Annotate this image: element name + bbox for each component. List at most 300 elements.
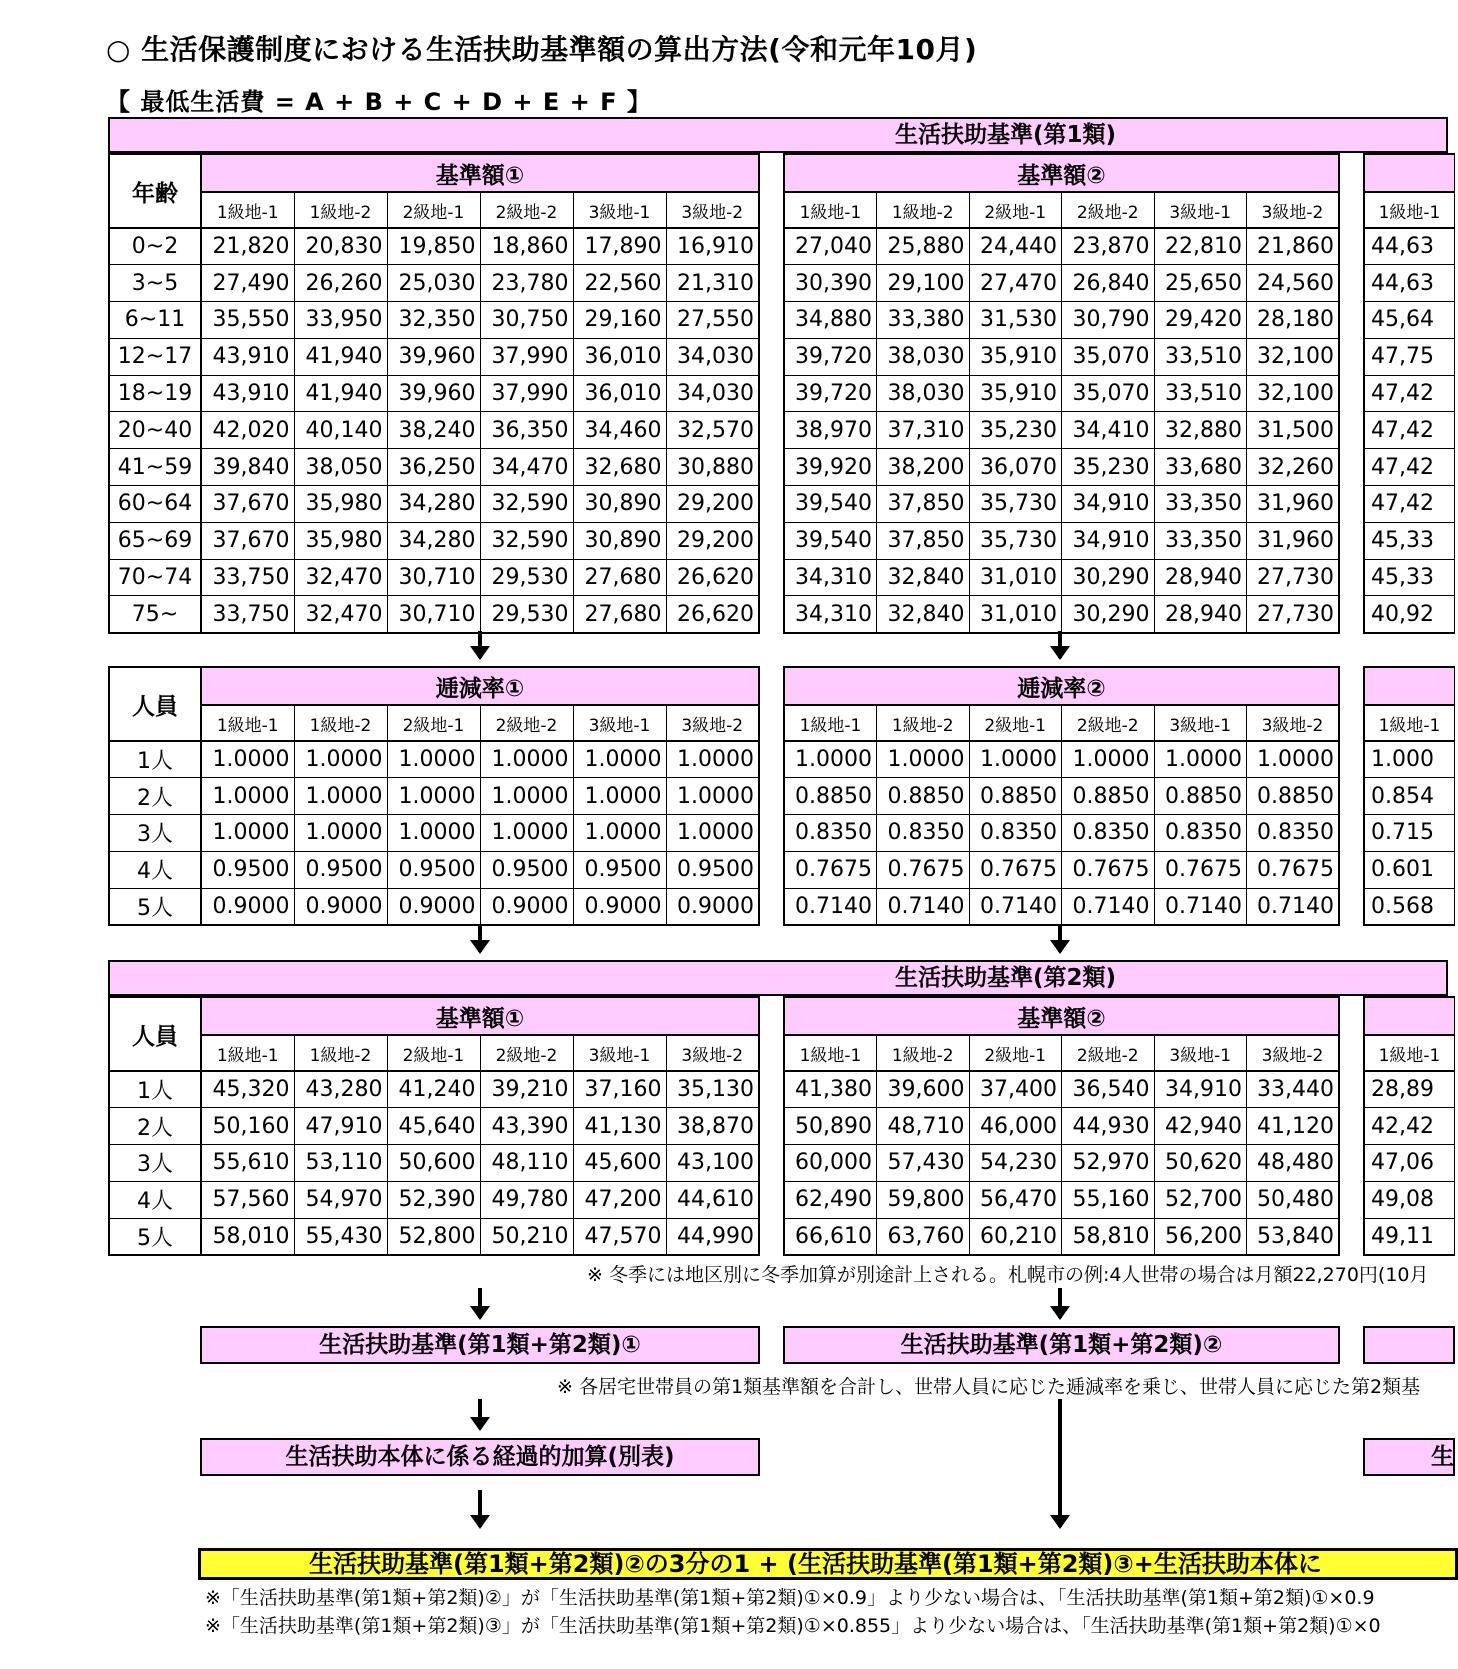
table-cell: 24,440: [969, 228, 1062, 265]
table-cell: 1.0000: [387, 741, 480, 778]
row-label: 5人: [109, 888, 201, 925]
row-label: 20~40: [109, 412, 201, 449]
row-header-label: 年齢: [109, 154, 201, 228]
grade-header: 3級地-2: [666, 1035, 759, 1071]
table-cell: 47,42: [1364, 449, 1455, 486]
summation-note: ※ 各居宅世帯員の第1類基準額を合計し、世帯人員に応じた逓減率を乗じ、世帯人員に応じた第2類基: [557, 1376, 1421, 1398]
table-cell: 41,240: [387, 1071, 480, 1108]
table-cell: 54,970: [294, 1181, 387, 1218]
table-row: [109, 778, 759, 815]
table-cell: 50,890: [784, 1108, 877, 1145]
table-cell: 30,290: [1062, 596, 1155, 633]
row-label: 0~2: [109, 228, 201, 265]
table-cell: 0.715: [1364, 815, 1455, 852]
table-cell: 62,490: [784, 1181, 877, 1218]
footnote-1: ※「生活扶助基準(第1類+第2類)②」が「生活扶助基準(第1類+第2類)①×0.9」より少ない場合は、「生活扶助基準(第1類+第2類)①×0.9: [205, 1587, 1375, 1609]
table-cell: 0.7675: [877, 851, 970, 888]
table-cell: 0.7675: [784, 851, 877, 888]
table-cell: 35,070: [1062, 338, 1155, 375]
grade-header: 1級地-2: [294, 1035, 387, 1071]
table-cell: 38,030: [877, 338, 970, 375]
table-cell: 47,42: [1364, 412, 1455, 449]
base-amount-2-age-table: [783, 153, 1340, 634]
table-cell: 27,680: [573, 559, 666, 596]
table-cell: 41,380: [784, 1071, 877, 1108]
table-row: [109, 375, 759, 412]
grade-header: 2級地-2: [1062, 192, 1155, 228]
table-cell: 0.7140: [1247, 888, 1340, 925]
table-cell: 0.7140: [1062, 888, 1155, 925]
table-cell: 32,100: [1247, 375, 1340, 412]
final-formula-text: 生活扶助基準(第1類+第2類)②の3分の1 + (生活扶助基準(第1類+第2類)③+生活扶助本体に: [309, 1550, 1322, 1578]
grade-header: 1級地-1: [784, 192, 877, 228]
table-cell: 37,990: [480, 338, 573, 375]
table-cell: 24,560: [1247, 265, 1340, 302]
table-cell: 1.0000: [387, 815, 480, 852]
combined-standard-1-box: 生活扶助基準(第1類+第2類)①: [200, 1326, 760, 1364]
table-cell: 30,750: [480, 302, 573, 339]
table-cell: 39,720: [784, 338, 877, 375]
table-cell: 32,470: [294, 596, 387, 633]
table-row: [109, 228, 759, 265]
table-cell: 0.8350: [877, 815, 970, 852]
table-cell: 35,550: [201, 302, 294, 339]
reduction-rate-1-table: [108, 666, 760, 926]
grade-header: 1級地-2: [877, 705, 970, 741]
table-row: [1364, 338, 1455, 375]
table-cell: 1.0000: [201, 815, 294, 852]
table-cell: 26,840: [1062, 265, 1155, 302]
table-cell: 32,590: [480, 522, 573, 559]
table-row: [1364, 1108, 1455, 1145]
table-cell: 33,380: [877, 302, 970, 339]
grade-header: 2級地-2: [1062, 705, 1155, 741]
grade-header: 1級地-1: [1364, 705, 1455, 741]
row-label: 1人: [109, 741, 201, 778]
table-cell: 63,760: [877, 1218, 970, 1255]
table-cell: 50,480: [1247, 1181, 1340, 1218]
table-cell: 41,940: [294, 375, 387, 412]
table-cell: 27,730: [1247, 559, 1340, 596]
table-cell: 29,160: [573, 302, 666, 339]
table-cell: 45,64: [1364, 302, 1455, 339]
table-row: [784, 1181, 1339, 1218]
table-cell: 52,800: [387, 1218, 480, 1255]
reduction-rate-3-table-partial: [1363, 666, 1455, 926]
table-cell: 34,030: [666, 338, 759, 375]
table-title: 基準額②: [784, 154, 1339, 192]
table-cell: 38,030: [877, 375, 970, 412]
table-cell: 55,610: [201, 1145, 294, 1182]
table-cell: 37,990: [480, 375, 573, 412]
grade-header: 1級地-2: [294, 192, 387, 228]
table-cell: 0.8350: [1062, 815, 1155, 852]
grade-header: 1級地-1: [1364, 192, 1455, 228]
table-cell: 55,160: [1062, 1181, 1155, 1218]
table-cell: 28,89: [1364, 1071, 1455, 1108]
table-cell: 27,680: [573, 596, 666, 633]
table-cell: 27,550: [666, 302, 759, 339]
table-cell: 32,840: [877, 596, 970, 633]
table-cell: 43,390: [480, 1108, 573, 1145]
table-cell: 34,310: [784, 559, 877, 596]
table-cell: 35,730: [969, 486, 1062, 523]
table-cell: 59,800: [877, 1181, 970, 1218]
grade-header: 2級地-2: [1062, 1035, 1155, 1071]
combined-standard-3-box-partial: [1363, 1326, 1455, 1364]
table-cell: 0.8850: [784, 778, 877, 815]
table-cell: 58,010: [201, 1218, 294, 1255]
table-cell: 1.0000: [201, 741, 294, 778]
table-cell: 28,940: [1154, 596, 1247, 633]
grade-header: 3級地-2: [1247, 1035, 1340, 1071]
table-row: [109, 265, 759, 302]
formula-line: 【 最低生活費 = A + B + C + D + E + F 】: [106, 88, 652, 116]
grade-header: 3級地-2: [666, 192, 759, 228]
table-cell: 32,100: [1247, 338, 1340, 375]
table-row: [1364, 888, 1455, 925]
table-cell: 43,280: [294, 1071, 387, 1108]
down-arrow-icon: [478, 1288, 482, 1318]
table-row: [784, 375, 1339, 412]
table-cell: 1.0000: [294, 741, 387, 778]
table-cell: 0.601: [1364, 851, 1455, 888]
table-cell: 41,120: [1247, 1108, 1340, 1145]
table-cell: 37,670: [201, 522, 294, 559]
row-label: 3人: [109, 815, 201, 852]
table-cell: 53,110: [294, 1145, 387, 1182]
table-cell: 32,260: [1247, 449, 1340, 486]
table-row: [784, 815, 1339, 852]
down-arrow-icon: [478, 1399, 482, 1429]
table-cell: 25,030: [387, 265, 480, 302]
table-row: [109, 1181, 759, 1218]
table-cell: 1.0000: [294, 778, 387, 815]
table-cell: 38,050: [294, 449, 387, 486]
table-cell: 44,63: [1364, 228, 1455, 265]
grade-header: 1級地-2: [877, 1035, 970, 1071]
table-cell: 60,210: [969, 1218, 1062, 1255]
table-cell: 0.9500: [573, 851, 666, 888]
table-cell: 0.7675: [1062, 851, 1155, 888]
table-cell: 38,870: [666, 1108, 759, 1145]
table-cell: 25,880: [877, 228, 970, 265]
table-cell: 37,160: [573, 1071, 666, 1108]
table-row: [1364, 596, 1455, 633]
table-cell: 0.7675: [1247, 851, 1340, 888]
table-row: [784, 1071, 1339, 1108]
table-cell: 35,910: [969, 338, 1062, 375]
table-row: [784, 778, 1339, 815]
table-cell: 27,470: [969, 265, 1062, 302]
table-title: [1364, 154, 1455, 192]
table-cell: 66,610: [784, 1218, 877, 1255]
table-row: [109, 1071, 759, 1108]
table-row: [784, 596, 1339, 633]
table-cell: 54,230: [969, 1145, 1062, 1182]
down-arrow-icon: [478, 1490, 482, 1527]
table-title: 基準額①: [201, 154, 759, 192]
table-cell: 39,960: [387, 375, 480, 412]
table-cell: 35,730: [969, 522, 1062, 559]
row-label: 12~17: [109, 338, 201, 375]
table-cell: 43,100: [666, 1145, 759, 1182]
table-cell: 46,000: [969, 1108, 1062, 1145]
row-header-label: 人員: [109, 997, 201, 1071]
section-band-class2: [108, 960, 1448, 996]
row-label: 5人: [109, 1218, 201, 1255]
table-row: [784, 741, 1339, 778]
row-label: 65~69: [109, 522, 201, 559]
section-band-label: 生活扶助基準(第1類): [895, 122, 1117, 148]
table-row: [784, 265, 1339, 302]
winter-note: ※ 冬季には地区別に冬季加算が別途計上される。札幌市の例:4人世帯の場合は月額22,270円(10月: [587, 1264, 1429, 1286]
table-row: [1364, 486, 1455, 523]
table-cell: 0.8850: [877, 778, 970, 815]
grade-header: 1級地-1: [1364, 1035, 1455, 1071]
table-cell: 21,820: [201, 228, 294, 265]
table-cell: 39,840: [201, 449, 294, 486]
table-cell: 36,540: [1062, 1071, 1155, 1108]
final-formula-box: [198, 1548, 1458, 1580]
table-cell: 39,210: [480, 1071, 573, 1108]
table-cell: 32,680: [573, 449, 666, 486]
table-cell: 1.0000: [480, 815, 573, 852]
grade-header: 3級地-1: [573, 1035, 666, 1071]
table-cell: 1.0000: [294, 815, 387, 852]
table-cell: 35,980: [294, 486, 387, 523]
table-cell: 49,780: [480, 1181, 573, 1218]
table-cell: 30,880: [666, 449, 759, 486]
table-cell: 39,720: [784, 375, 877, 412]
table-row: [784, 486, 1339, 523]
table-cell: 60,000: [784, 1145, 877, 1182]
table-cell: 0.9500: [666, 851, 759, 888]
table-cell: 49,08: [1364, 1181, 1455, 1218]
table-cell: 29,420: [1154, 302, 1247, 339]
table-cell: 31,010: [969, 596, 1062, 633]
table-cell: 31,500: [1247, 412, 1340, 449]
row-label: 75~: [109, 596, 201, 633]
table-cell: 45,33: [1364, 559, 1455, 596]
table-cell: 36,070: [969, 449, 1062, 486]
grade-header: 3級地-1: [1154, 705, 1247, 741]
table-cell: 42,940: [1154, 1108, 1247, 1145]
table-cell: 1.0000: [666, 815, 759, 852]
table-cell: 36,250: [387, 449, 480, 486]
table-row: [1364, 1071, 1455, 1108]
combined-standard-2-box: 生活扶助基準(第1類+第2類)②: [783, 1326, 1340, 1364]
table-cell: 42,42: [1364, 1108, 1455, 1145]
table-cell: 34,910: [1062, 522, 1155, 559]
table-title: 基準額①: [201, 997, 759, 1035]
table-cell: 35,980: [294, 522, 387, 559]
class2-base-amount-1-table: [108, 996, 760, 1256]
footnote-2: ※「生活扶助基準(第1類+第2類)③」が「生活扶助基準(第1類+第2類)①×0.855」より少ない場合は、「生活扶助基準(第1類+第2類)①×0: [205, 1615, 1381, 1637]
table-cell: 35,070: [1062, 375, 1155, 412]
table-cell: 50,210: [480, 1218, 573, 1255]
table-cell: 1.0000: [480, 741, 573, 778]
table-cell: 52,970: [1062, 1145, 1155, 1182]
table-row: [1364, 559, 1455, 596]
table-cell: 35,910: [969, 375, 1062, 412]
table-cell: 47,570: [573, 1218, 666, 1255]
table-row: [109, 338, 759, 375]
row-label: 2人: [109, 1108, 201, 1145]
table-cell: 1.0000: [877, 741, 970, 778]
table-cell: 40,140: [294, 412, 387, 449]
table-cell: 23,780: [480, 265, 573, 302]
table-cell: 34,280: [387, 486, 480, 523]
table-cell: 0.9500: [294, 851, 387, 888]
grade-header: 2級地-2: [480, 705, 573, 741]
table-cell: 30,290: [1062, 559, 1155, 596]
table-cell: 1.0000: [387, 778, 480, 815]
table-cell: 31,960: [1247, 522, 1340, 559]
table-cell: 32,570: [666, 412, 759, 449]
grade-header: 3級地-1: [1154, 192, 1247, 228]
table-cell: 30,890: [573, 522, 666, 559]
table-cell: 56,200: [1154, 1218, 1247, 1255]
table-cell: 0.8850: [1154, 778, 1247, 815]
table-cell: 1.0000: [573, 741, 666, 778]
table-cell: 43,910: [201, 375, 294, 412]
table-cell: 31,960: [1247, 486, 1340, 523]
table-cell: 0.7140: [1154, 888, 1247, 925]
base-amount-1-age-table: [108, 153, 760, 634]
table-cell: 44,63: [1364, 265, 1455, 302]
table-cell: 34,910: [1154, 1071, 1247, 1108]
table-cell: 37,670: [201, 486, 294, 523]
table-row: [109, 412, 759, 449]
table-row: [784, 302, 1339, 339]
table-cell: 0.7675: [969, 851, 1062, 888]
table-title: 逓減率①: [201, 667, 759, 705]
table-cell: 50,600: [387, 1145, 480, 1182]
table-cell: 44,930: [1062, 1108, 1155, 1145]
table-cell: 45,33: [1364, 522, 1455, 559]
table-cell: 37,310: [877, 412, 970, 449]
table-cell: 39,540: [784, 522, 877, 559]
table-cell: 44,610: [666, 1181, 759, 1218]
table-cell: 30,890: [573, 486, 666, 523]
table-row: [1364, 1218, 1455, 1255]
table-cell: 32,590: [480, 486, 573, 523]
table-cell: 16,910: [666, 228, 759, 265]
table-cell: 29,200: [666, 486, 759, 523]
table-row: [784, 412, 1339, 449]
table-row: [109, 449, 759, 486]
table-cell: 0.7140: [969, 888, 1062, 925]
table-cell: 47,200: [573, 1181, 666, 1218]
row-header-label: 人員: [109, 667, 201, 741]
table-cell: 34,460: [573, 412, 666, 449]
table-row: [1364, 778, 1455, 815]
table-row: [784, 1145, 1339, 1182]
table-row: [1364, 1145, 1455, 1182]
table-cell: 33,350: [1154, 486, 1247, 523]
table-row: [1364, 1181, 1455, 1218]
section-band-class1: [108, 117, 1448, 153]
table-cell: 28,940: [1154, 559, 1247, 596]
table-cell: 34,880: [784, 302, 877, 339]
table-cell: 0.568: [1364, 888, 1455, 925]
table-cell: 34,280: [387, 522, 480, 559]
table-cell: 33,750: [201, 559, 294, 596]
grade-header: 1級地-2: [294, 705, 387, 741]
row-label: 3~5: [109, 265, 201, 302]
table-row: [784, 449, 1339, 486]
grade-header: 1級地-1: [201, 705, 294, 741]
table-cell: 0.7140: [877, 888, 970, 925]
table-cell: 30,790: [1062, 302, 1155, 339]
table-cell: 26,620: [666, 559, 759, 596]
table-cell: 47,75: [1364, 338, 1455, 375]
grade-header: 3級地-2: [666, 705, 759, 741]
grade-header: 2級地-1: [969, 1035, 1062, 1071]
table-cell: 32,840: [877, 559, 970, 596]
table-cell: 34,410: [1062, 412, 1155, 449]
table-cell: 43,910: [201, 338, 294, 375]
reduction-rate-2-table: [783, 666, 1340, 926]
grade-header: 2級地-1: [387, 1035, 480, 1071]
table-row: [109, 851, 759, 888]
grade-header: 2級地-1: [387, 705, 480, 741]
table-cell: 21,860: [1247, 228, 1340, 265]
row-label: 2人: [109, 778, 201, 815]
table-cell: 48,480: [1247, 1145, 1340, 1182]
table-cell: 56,470: [969, 1181, 1062, 1218]
grade-header: 2級地-2: [480, 192, 573, 228]
table-row: [784, 559, 1339, 596]
table-row: [1364, 851, 1455, 888]
table-cell: 44,990: [666, 1218, 759, 1255]
table-cell: 30,390: [784, 265, 877, 302]
table-cell: 34,470: [480, 449, 573, 486]
table-row: [784, 888, 1339, 925]
table-cell: 0.9000: [294, 888, 387, 925]
row-label: 1人: [109, 1071, 201, 1108]
table-title: [1364, 667, 1455, 705]
table-row: [784, 228, 1339, 265]
table-row: [109, 1218, 759, 1255]
table-cell: 23,870: [1062, 228, 1155, 265]
table-cell: 47,910: [294, 1108, 387, 1145]
table-cell: 0.8850: [969, 778, 1062, 815]
table-cell: 34,030: [666, 375, 759, 412]
grade-header: 3級地-1: [1154, 1035, 1247, 1071]
table-cell: 33,510: [1154, 338, 1247, 375]
table-cell: 26,260: [294, 265, 387, 302]
table-cell: 38,240: [387, 412, 480, 449]
table-row: [109, 302, 759, 339]
table-cell: 33,950: [294, 302, 387, 339]
table-title: 逓減率②: [784, 667, 1339, 705]
table-row: [1364, 741, 1455, 778]
table-cell: 52,390: [387, 1181, 480, 1218]
table-cell: 0.9000: [201, 888, 294, 925]
down-arrow-icon: [478, 631, 482, 658]
table-cell: 33,350: [1154, 522, 1247, 559]
table-cell: 0.8850: [1062, 778, 1155, 815]
table-cell: 1.0000: [1062, 741, 1155, 778]
table-cell: 21,310: [666, 265, 759, 302]
table-cell: 0.9500: [387, 851, 480, 888]
table-cell: 45,320: [201, 1071, 294, 1108]
table-cell: 31,010: [969, 559, 1062, 596]
table-cell: 1.000: [1364, 741, 1455, 778]
table-title: 基準額②: [784, 997, 1339, 1035]
